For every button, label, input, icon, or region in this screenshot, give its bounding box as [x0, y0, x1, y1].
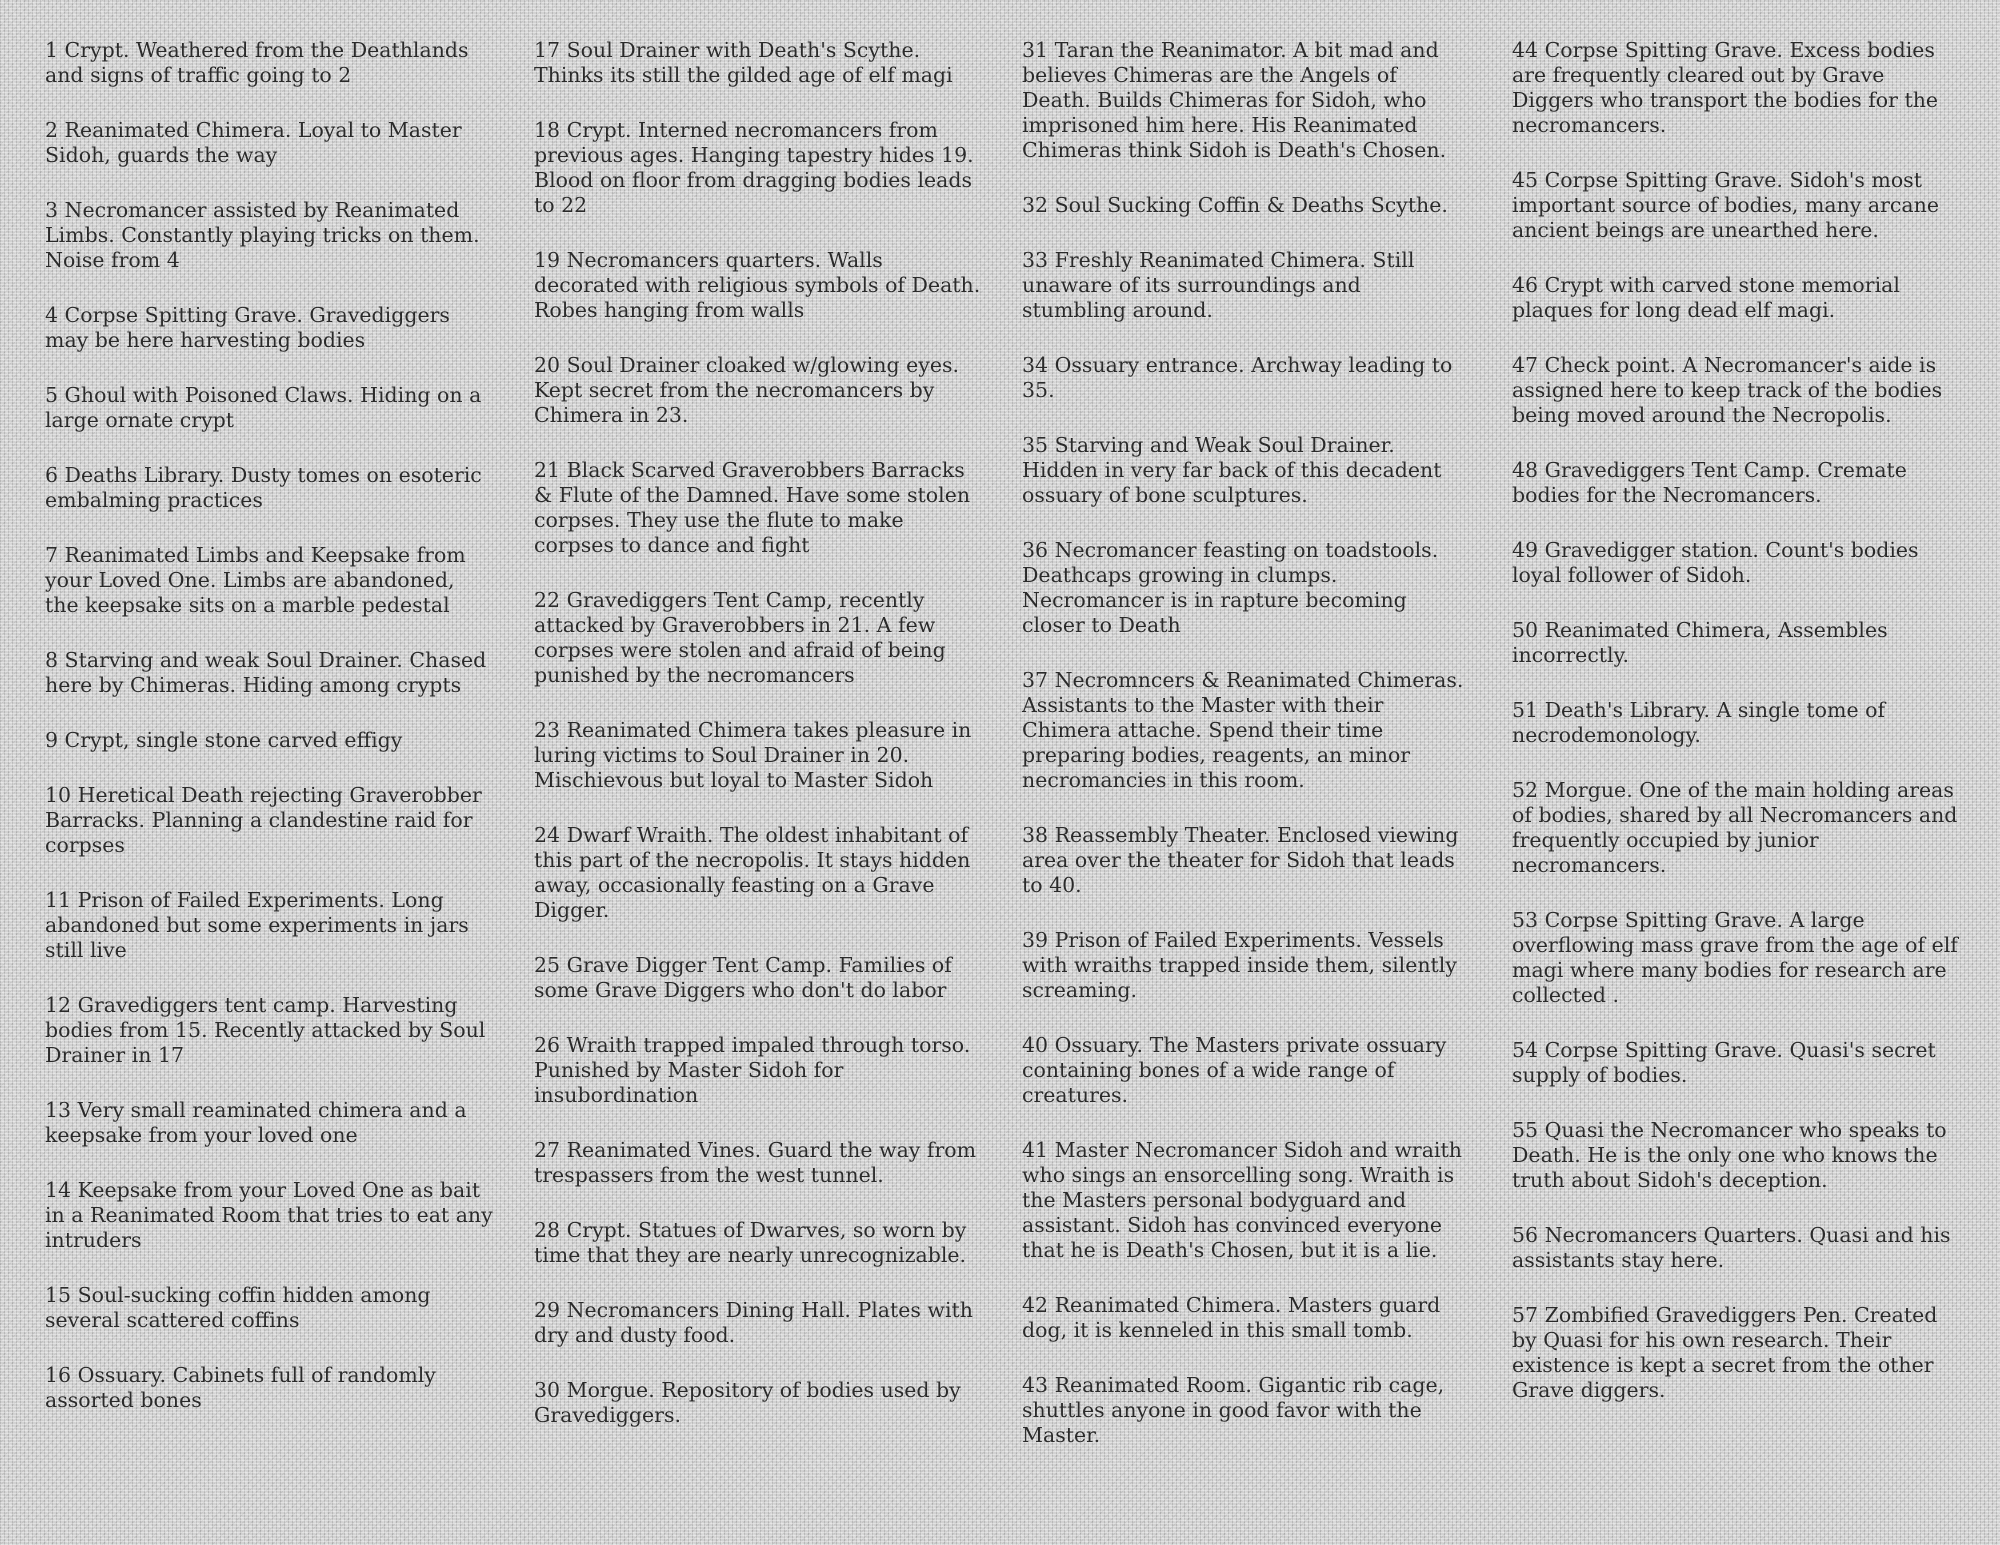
room-entry: 38 Reassembly Theater. Enclosed viewing area over the theater for Sidoh that leads to 40.	[1022, 823, 1459, 897]
room-entry: 42 Reanimated Chimera. Masters guard dog, it is kenneled in this small tomb.	[1022, 1293, 1441, 1342]
room-entry: 54 Corpse Spitting Grave. Quasi's secret supply of bodies.	[1512, 1038, 1936, 1087]
room-entry: 3 Necromancer assisted by Reanimated Limbs. Constantly playing tricks on them. Noise from 4	[45, 198, 480, 272]
room-entry: 10 Heretical Death rejecting Graverobber Barracks. Planning a clandestine raid for corpses	[45, 783, 482, 857]
room-entry: 39 Prison of Failed Experiments. Vessels with wraiths trapped inside them, silently screaming.	[1022, 928, 1457, 1002]
room-entry: 19 Necromancers quarters. Walls decorated with religious symbols of Death. Robes hanging from walls	[534, 248, 981, 322]
room-entry: 47 Check point. A Necromancer's aide is assigned here to keep track of the bodies being moved around the Necropolis.	[1512, 353, 1943, 427]
room-entry: 34 Ossuary entrance. Archway leading to 35.	[1022, 353, 1453, 402]
room-entry: 9 Crypt, single stone carved effigy	[45, 728, 403, 752]
room-entry: 1 Crypt. Weathered from the Deathlands and signs of traffic going to 2	[45, 38, 469, 87]
column-4	[1512, 38, 1960, 1433]
room-entry: 16 Ossuary. Cabinets full of randomly assorted bones	[45, 1363, 436, 1412]
room-entry: 40 Ossuary. The Masters private ossuary containing bones of a wide range of creatures.	[1022, 1033, 1447, 1107]
room-entry: 56 Necromancers Quarters. Quasi and his assistants stay here.	[1512, 1223, 1951, 1272]
room-entry: 35 Starving and Weak Soul Drainer. Hidden in very far back of this decadent ossuary of bone sculptures.	[1022, 433, 1442, 507]
room-entry: 7 Reanimated Limbs and Keepsake from your Loved One. Limbs are abandoned, the keepsake sits on a marble pedestal	[45, 543, 466, 617]
room-entry: 14 Keepsake from your Loved One as bait in a Reanimated Room that tries to eat any intruders	[45, 1178, 493, 1252]
room-entry: 22 Gravediggers Tent Camp, recently attacked by Graverobbers in 21. A few corpses were stolen and afraid of being punished by the necromancers	[534, 588, 946, 687]
room-entry: 23 Reanimated Chimera takes pleasure in luring victims to Soul Drainer in 20. Mischievous but loyal to Master Sidoh	[534, 718, 972, 792]
room-entry: 30 Morgue. Repository of bodies used by Gravediggers.	[534, 1378, 961, 1427]
room-entry: 41 Master Necromancer Sidoh and wraith who sings an ensorcelling song. Wraith is the Masters personal bodyguard and assistant. Sidoh has convinced everyone that he is Death's Chosen, but it is a lie.	[1022, 1138, 1462, 1262]
room-entry: 11 Prison of Failed Experiments. Long abandoned but some experiments in jars still live	[45, 888, 469, 962]
room-entry: 57 Zombified Gravediggers Pen. Created by Quasi for his own research. Their existence is kept a secret from the other Grave diggers.	[1512, 1303, 1938, 1402]
room-entry: 44 Corpse Spitting Grave. Excess bodies are frequently cleared out by Grave Diggers who transport the bodies for the necromancers.	[1512, 38, 1939, 137]
room-entry: 25 Grave Digger Tent Camp. Families of some Grave Diggers who don't do labor	[534, 953, 952, 1002]
room-entry: 49 Gravedigger station. Count's bodies loyal follower of Sidoh.	[1512, 538, 1919, 587]
room-entry: 43 Reanimated Room. Gigantic rib cage, shuttles anyone in good favor with the Master.	[1022, 1373, 1445, 1447]
room-entry: 53 Corpse Spitting Grave. A large overflowing mass grave from the age of elf magi where many bodies for research are collected .	[1512, 908, 1958, 1007]
room-entry: 20 Soul Drainer cloaked w/glowing eyes. Kept secret from the necromancers by Chimera in 23.	[534, 353, 960, 427]
room-entry: 15 Soul-sucking coffin hidden among several scattered coffins	[45, 1283, 431, 1332]
column-2	[534, 38, 982, 1458]
room-entry: 48 Gravediggers Tent Camp. Cremate bodies for the Necromancers.	[1512, 458, 1907, 507]
room-entry: 55 Quasi the Necromancer who speaks to Death. He is the only one who knows the truth about Sidoh's deception.	[1512, 1118, 1947, 1192]
room-entry: 37 Necromncers & Reanimated Chimeras. Assistants to the Master with their Chimera attache. Spend their time preparing bodies, reagents, an minor necromancies in this room.	[1022, 668, 1464, 792]
room-entry: 36 Necromancer feasting on toadstools. Deathcaps growing in clumps. Necromancer is in rapture becoming closer to Death	[1022, 538, 1439, 637]
room-entry: 29 Necromancers Dining Hall. Plates with dry and dusty food.	[534, 1298, 973, 1347]
room-entry: 27 Reanimated Vines. Guard the way from trespassers from the west tunnel.	[534, 1138, 977, 1187]
room-entry: 31 Taran the Reanimator. A bit mad and believes Chimeras are the Angels of Death. Builds Chimeras for Sidoh, who imprisoned him here. His Reanimated Chimeras think Sidoh is Death's Chosen.	[1022, 38, 1447, 162]
room-entry: 2 Reanimated Chimera. Loyal to Master Sidoh, guards the way	[45, 118, 462, 167]
room-entry: 45 Corpse Spitting Grave. Sidoh's most important source of bodies, many arcane ancient beings are unearthed here.	[1512, 168, 1939, 242]
room-entry: 4 Corpse Spitting Grave. Gravediggers may be here harvesting bodies	[45, 303, 450, 352]
room-entry: 32 Soul Sucking Coffin & Deaths Scythe.	[1022, 193, 1448, 217]
room-entry: 8 Starving and weak Soul Drainer. Chased here by Chimeras. Hiding among crypts	[45, 648, 487, 697]
room-entry: 21 Black Scarved Graverobbers Barracks & Flute of the Damned. Have some stolen corpses. They use the flute to make corpses to dance and fight	[534, 458, 971, 557]
room-entry: 28 Crypt. Statues of Dwarves, so worn by time that they are nearly unrecognizable.	[534, 1218, 967, 1267]
column-3	[1022, 38, 1470, 1478]
room-entry: 51 Death's Library. A single tome of necrodemonology.	[1512, 698, 1886, 747]
room-entry: 18 Crypt. Interned necromancers from previous ages. Hanging tapestry hides 19. Blood on floor from dragging bodies leads to 22	[534, 118, 974, 217]
room-entry: 17 Soul Drainer with Death's Scythe. Thinks its still the gilded age of elf magi	[534, 38, 953, 87]
room-entry: 26 Wraith trapped impaled through torso. Punished by Master Sidoh for insubordination	[534, 1033, 971, 1107]
room-entry: 13 Very small reaminated chimera and a keepsake from your loved one	[45, 1098, 467, 1147]
room-entry: 50 Reanimated Chimera, Assembles incorrectly.	[1512, 618, 1888, 667]
room-entry: 5 Ghoul with Poisoned Claws. Hiding on a large ornate crypt	[45, 383, 482, 432]
column-1	[45, 38, 493, 1443]
room-entry: 6 Deaths Library. Dusty tomes on esoteric embalming practices	[45, 463, 482, 512]
room-entry: 12 Gravediggers tent camp. Harvesting bodies from 15. Recently attacked by Soul Drainer in 17	[45, 993, 486, 1067]
room-entry: 52 Morgue. One of the main holding areas of bodies, shared by all Necromancers and frequently occupied by junior necromancers.	[1512, 778, 1958, 877]
room-entry: 33 Freshly Reanimated Chimera. Still unaware of its surroundings and stumbling around.	[1022, 248, 1415, 322]
room-entry: 24 Dwarf Wraith. The oldest inhabitant of this part of the necropolis. It stays hidden away, occasionally feasting on a Grave Digger.	[534, 823, 971, 922]
room-entry: 46 Crypt with carved stone memorial plaques for long dead elf magi.	[1512, 273, 1900, 322]
